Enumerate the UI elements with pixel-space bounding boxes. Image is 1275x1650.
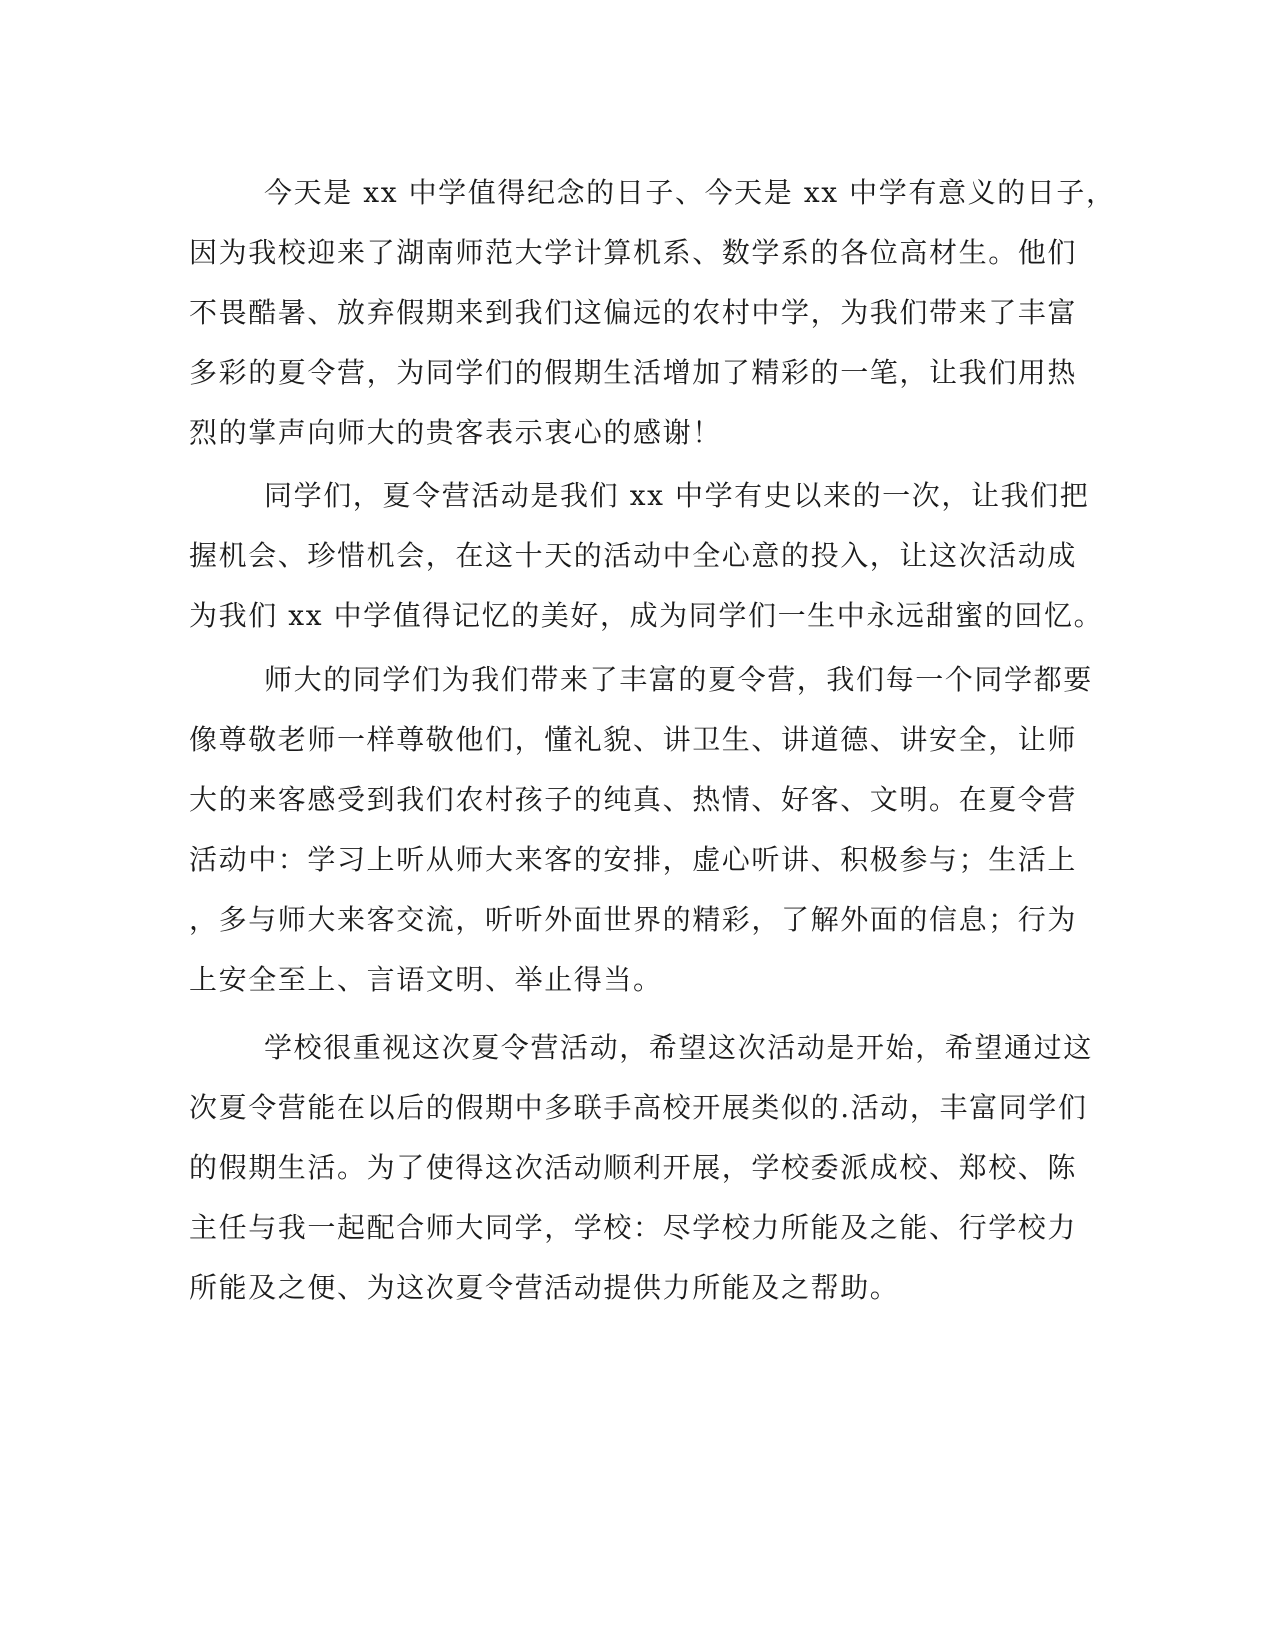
text-line: 因为我校迎来了湖南师范大学计算机系、数学系的各位高材生。他们	[189, 236, 1078, 269]
text-line: 像尊敬老师一样尊敬他们，懂礼貌、讲卫生、讲道德、讲安全，让师	[189, 723, 1078, 756]
text-line: 师大的同学们为我们带来了丰富的夏令营，我们每一个同学都要	[264, 663, 1093, 696]
text-line: 主任与我一起配合师大同学，学校：尽学校力所能及之能、行学校力	[189, 1211, 1078, 1244]
text-line: 握机会、珍惜机会，在这十天的活动中全心意的投入，让这次活动成	[189, 539, 1078, 572]
paragraph-1	[189, 163, 1116, 463]
text-line: 学校很重视这次夏令营活动，希望这次活动是开始，希望通过这	[264, 1031, 1093, 1064]
text-line: 今天是 xx 中学值得纪念的日子、今天是 xx 中学有意义的日子，	[264, 176, 1116, 209]
text-line: 活动中：学习上听从师大来客的安排，虚心听讲、积极参与；生活上	[189, 843, 1078, 876]
text-line: ，多与师大来客交流，听听外面世界的精彩，了解外面的信息；行为	[189, 903, 1078, 936]
text-line: 上安全至上、言语文明、举止得当。	[189, 963, 663, 996]
text-line: 烈的掌声向师大的贵客表示衷心的感谢！	[189, 416, 722, 449]
text-line: 大的来客感受到我们农村孩子的纯真、热情、好客、文明。在夏令营	[189, 783, 1078, 816]
paragraph-4	[189, 1018, 1093, 1318]
text-line: 为我们 xx 中学值得记忆的美好，成为同学们一生中永远甜蜜的回忆。	[189, 599, 1104, 632]
text-line: 所能及之便、为这次夏令营活动提供力所能及之帮助。	[189, 1271, 900, 1304]
paragraph-3	[189, 650, 1093, 1010]
text-line: 的假期生活。为了使得这次活动顺利开展，学校委派成校、郑校、陈	[189, 1151, 1078, 1184]
text-line: 次夏令营能在以后的假期中多联手高校开展类似的.活动，丰富同学们	[189, 1091, 1088, 1124]
paragraph-2	[189, 466, 1104, 646]
text-line: 同学们，夏令营活动是我们 xx 中学有史以来的一次，让我们把	[264, 479, 1090, 512]
text-line: 不畏酷暑、放弃假期来到我们这偏远的农村中学，为我们带来了丰富	[189, 296, 1078, 329]
text-line: 多彩的夏令营，为同学们的假期生活增加了精彩的一笔，让我们用热	[189, 356, 1078, 389]
